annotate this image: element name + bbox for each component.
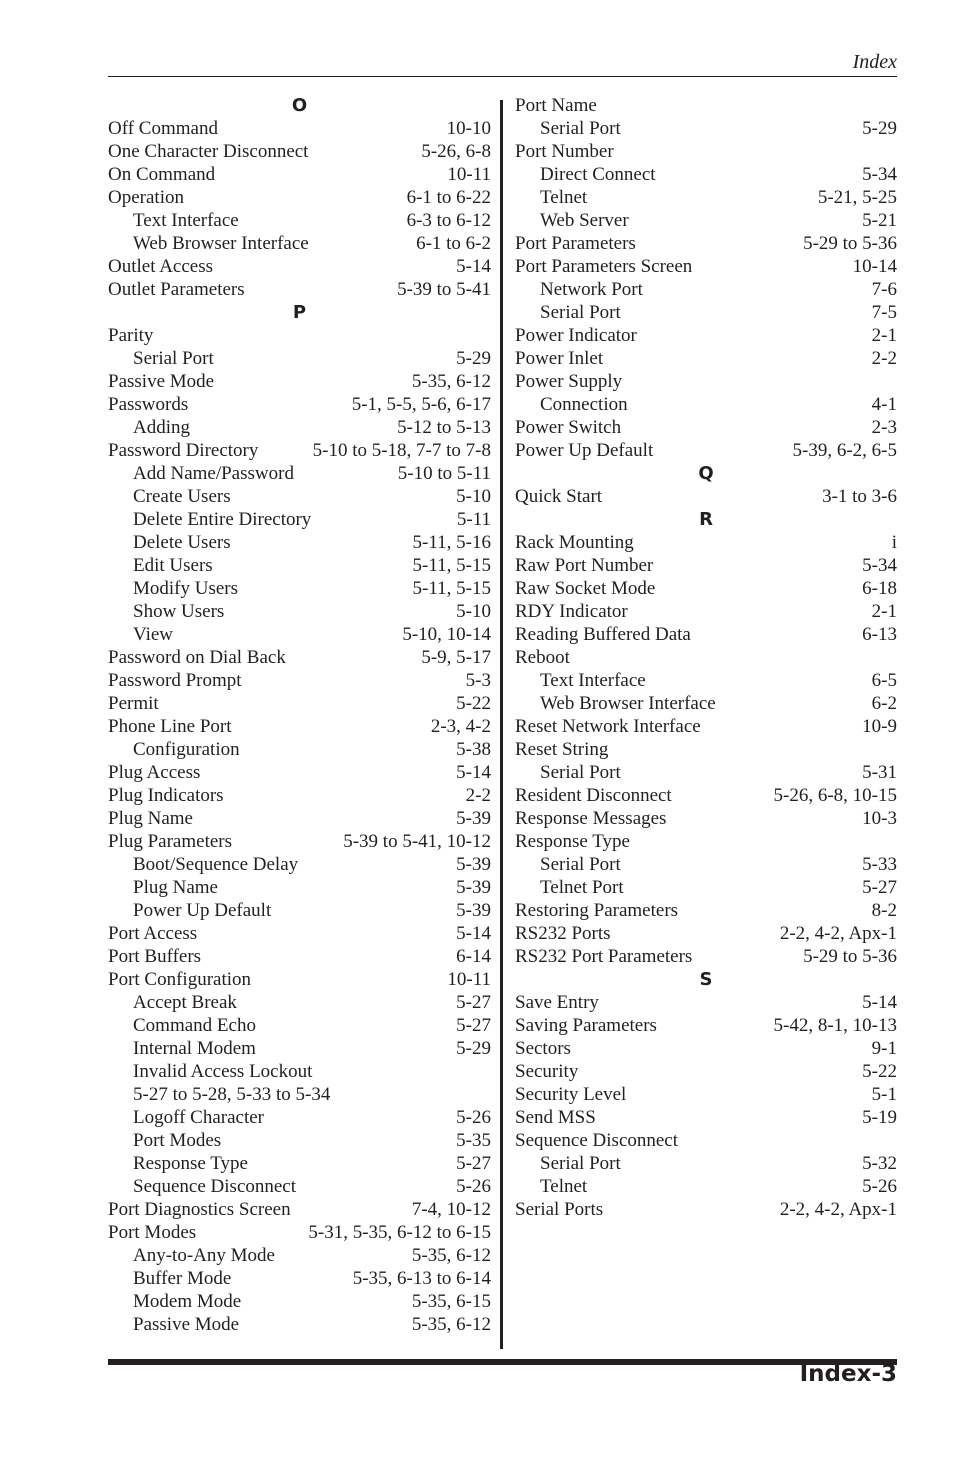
index-subentry <box>108 508 491 531</box>
entry-term: Sectors <box>515 1038 571 1059</box>
index-subentry <box>108 1129 491 1152</box>
entry-pages: 5-26 <box>456 1176 491 1197</box>
entry-term: Passive Mode <box>108 371 215 392</box>
entry-term: Security <box>515 1061 579 1082</box>
entry-term: Logoff Character <box>133 1107 265 1128</box>
entry-term: Telnet <box>540 1176 588 1197</box>
index-subentry <box>108 531 491 554</box>
index-entry <box>108 1198 491 1221</box>
entry-pages: 5-11 <box>456 509 491 530</box>
entry-pages: 5-21 <box>862 210 897 231</box>
entry-term: Accept Break <box>133 992 237 1013</box>
index-subentry <box>108 1014 491 1037</box>
entry-pages: 5-39, 6-2, 6-5 <box>792 440 897 461</box>
entry-term: Reboot <box>515 647 570 668</box>
entry-term: Reading Buffered Data <box>515 624 691 645</box>
index-subentry <box>108 1175 491 1198</box>
index-entry <box>108 324 491 347</box>
section-letter: R <box>699 509 713 530</box>
index-subentry <box>108 1037 491 1060</box>
index-subentry <box>515 1152 897 1175</box>
entry-term: Plug Parameters <box>108 831 233 852</box>
index-entry <box>108 968 491 991</box>
entry-pages: 10-10 <box>446 118 491 139</box>
entry-term: Resident Disconnect <box>515 785 672 806</box>
entry-term: Add Name/Password <box>133 463 294 484</box>
index-entry <box>108 255 491 278</box>
index-subentry <box>108 899 491 922</box>
entry-term: Raw Port Number <box>515 555 654 576</box>
entry-term: Power Indicator <box>515 325 637 346</box>
entry-term: Response Type <box>133 1153 248 1174</box>
index-entry <box>515 899 897 922</box>
index-entry <box>515 577 897 600</box>
entry-term: Web Server <box>540 210 629 231</box>
entry-pages: 10-11 <box>447 969 491 990</box>
index-entry <box>108 393 491 416</box>
entry-term: Reset Network Interface <box>515 716 701 737</box>
entry-pages: 6-5 <box>871 670 897 691</box>
index-entry <box>515 370 897 393</box>
entry-term: Port Name <box>515 95 597 116</box>
index-entry <box>515 991 897 1014</box>
index-subentry <box>108 232 491 255</box>
entry-pages: 7-4, 10-12 <box>411 1199 491 1220</box>
index-entry <box>108 646 491 669</box>
index-entry <box>108 439 491 462</box>
index-subentry <box>515 209 897 232</box>
index-subentry <box>515 278 897 301</box>
index-entry <box>515 646 897 669</box>
index-subentry <box>108 416 491 439</box>
entry-pages: 3-1 to 3-6 <box>822 486 897 507</box>
entry-term: View <box>133 624 174 645</box>
entry-pages: 5-38 <box>456 739 491 760</box>
section-letter: P <box>292 302 307 323</box>
index-subentry <box>515 692 897 715</box>
entry-term: RS232 Ports <box>515 923 611 944</box>
index-entry <box>108 140 491 163</box>
index-entry <box>515 1037 897 1060</box>
entry-pages: 6-13 <box>862 624 897 645</box>
entry-term: Boot/Sequence Delay <box>133 854 299 875</box>
index-subentry <box>108 876 491 899</box>
entry-pages: 5-42, 8-1, 10-13 <box>773 1015 897 1036</box>
entry-pages: 5-35, 6-13 to 6-14 <box>352 1268 491 1289</box>
index-entry <box>515 94 897 117</box>
entry-term: Configuration <box>133 739 240 760</box>
entry-pages: 5-9, 5-17 <box>421 647 491 668</box>
entry-pages: 5-10, 10-14 <box>402 624 491 645</box>
index-entry <box>108 807 491 830</box>
section-letter: S <box>699 969 713 990</box>
page-header-title: Index <box>852 51 897 73</box>
index-entry <box>515 600 897 623</box>
entry-term: Port Buffers <box>108 946 202 967</box>
entry-pages: 5-26 <box>862 1176 897 1197</box>
footer-rule <box>108 1359 897 1365</box>
index-subentry <box>108 347 491 370</box>
entry-pages: 5-10 <box>456 601 491 622</box>
index-entry <box>515 1014 897 1037</box>
index-entry <box>108 669 491 692</box>
index-entry <box>515 416 897 439</box>
entry-pages: 5-26 <box>456 1107 491 1128</box>
entry-pages: 7-6 <box>871 279 897 300</box>
entry-pages: 5-22 <box>862 1061 897 1082</box>
index-entry <box>515 830 897 853</box>
entry-pages: 10-14 <box>852 256 897 277</box>
index-subentry <box>108 991 491 1014</box>
index-entry <box>515 1198 897 1221</box>
index-entry <box>515 140 897 163</box>
index-entry <box>515 715 897 738</box>
index-subentry <box>108 853 491 876</box>
index-subentry <box>515 876 897 899</box>
entry-pages: 4-1 <box>871 394 897 415</box>
entry-term: Invalid Access Lockout <box>133 1061 313 1082</box>
entry-term: Command Echo <box>133 1015 256 1036</box>
entry-term: RS232 Port Parameters <box>515 946 693 967</box>
index-subentry <box>108 1152 491 1175</box>
entry-term: Port Modes <box>108 1222 197 1243</box>
entry-term: Power Up Default <box>515 440 654 461</box>
entry-pages: 10-11 <box>447 164 491 185</box>
entry-term: Internal Modem <box>133 1038 256 1059</box>
entry-term: Text Interface <box>133 210 239 231</box>
index-entry <box>515 255 897 278</box>
index-entry <box>515 945 897 968</box>
entry-term: Outlet Access <box>108 256 214 277</box>
index-entry <box>515 439 897 462</box>
entry-term: Serial Port <box>540 302 621 323</box>
entry-pages: 10-3 <box>862 808 897 829</box>
index-entry <box>515 1083 897 1106</box>
entry-pages: 5-1, 5-5, 5-6, 6-17 <box>351 394 491 415</box>
index-entry <box>515 554 897 577</box>
entry-term: Show Users <box>133 601 225 622</box>
entry-term: Off Command <box>108 118 218 139</box>
index-entry <box>108 945 491 968</box>
index-subentry <box>108 623 491 646</box>
index-entry <box>515 922 897 945</box>
index-entry <box>515 784 897 807</box>
entry-term: Passive Mode <box>133 1314 240 1335</box>
entry-pages: 2-3 <box>871 417 897 438</box>
entry-pages: 5-32 <box>862 1153 897 1174</box>
index-entry <box>108 186 491 209</box>
entry-term: Response Type <box>515 831 630 852</box>
entry-term: Serial Port <box>540 1153 621 1174</box>
entry-term: Create Users <box>133 486 231 507</box>
entry-pages: 5-11, 5-16 <box>412 532 491 553</box>
entry-pages: 2-2 <box>871 348 897 369</box>
entry-term: Port Access <box>108 923 198 944</box>
entry-term: Port Diagnostics Screen <box>108 1199 291 1220</box>
index-subentry <box>515 301 897 324</box>
entry-pages: 5-26, 6-8, 10-15 <box>773 785 897 806</box>
entry-pages: 5-14 <box>456 256 491 277</box>
entry-term: Plug Indicators <box>108 785 224 806</box>
entry-term: 5-27 to 5-28, 5-33 to 5-34 <box>133 1084 331 1105</box>
entry-term: Sequence Disconnect <box>515 1130 679 1151</box>
entry-term: Web Browser Interface <box>540 693 716 714</box>
entry-pages: 5-1 <box>871 1084 897 1105</box>
entry-pages: 2-1 <box>871 601 897 622</box>
index-subentry <box>108 485 491 508</box>
index-entry <box>108 278 491 301</box>
entry-term: Rack Mounting <box>515 532 634 553</box>
entry-pages: 6-1 to 6-2 <box>416 233 491 254</box>
entry-pages: 5-29 to 5-36 <box>803 946 897 967</box>
index-entry <box>515 531 897 554</box>
index-subentry <box>108 600 491 623</box>
entry-term: Sequence Disconnect <box>133 1176 297 1197</box>
index-entry <box>515 738 897 761</box>
entry-pages: 5-14 <box>862 992 897 1013</box>
entry-pages: 6-3 to 6-12 <box>406 210 491 231</box>
entry-term: Plug Name <box>133 877 218 898</box>
entry-term: On Command <box>108 164 216 185</box>
entry-term: Reset String <box>515 739 609 760</box>
entry-term: Quick Start <box>515 486 603 507</box>
index-subentry <box>515 669 897 692</box>
index-subentry <box>515 1175 897 1198</box>
entry-term: Adding <box>133 417 190 438</box>
page-number: Index-3 <box>799 1361 897 1387</box>
entry-pages: 5-31 <box>862 762 897 783</box>
entry-term: Security Level <box>515 1084 627 1105</box>
entry-pages: 5-39 to 5-41 <box>397 279 491 300</box>
entry-term: Port Modes <box>133 1130 222 1151</box>
entry-term: Modify Users <box>133 578 239 599</box>
entry-term: Edit Users <box>133 555 213 576</box>
entry-pages: 6-14 <box>456 946 491 967</box>
entry-term: Port Parameters <box>515 233 636 254</box>
entry-term: Network Port <box>540 279 643 300</box>
index-subentry <box>108 1244 491 1267</box>
index-subentry <box>108 1106 491 1129</box>
entry-term: Raw Socket Mode <box>515 578 656 599</box>
index-entry <box>515 347 897 370</box>
entry-pages: 5-39 <box>456 854 491 875</box>
entry-pages: 5-11, 5-15 <box>412 578 491 599</box>
index-entry <box>515 1060 897 1083</box>
index-subentry <box>108 577 491 600</box>
entry-term: Buffer Mode <box>133 1268 232 1289</box>
index-entry <box>515 324 897 347</box>
index-entry <box>108 692 491 715</box>
entry-term: Delete Entire Directory <box>133 509 312 530</box>
index-subentry <box>515 186 897 209</box>
entry-term: Response Messages <box>515 808 667 829</box>
index-subentry <box>515 393 897 416</box>
index-entry <box>515 1129 897 1152</box>
entry-pages: 5-35, 6-12 <box>411 1245 491 1266</box>
entry-term: Password Prompt <box>108 670 242 691</box>
entry-term: Connection <box>540 394 628 415</box>
entry-term: Phone Line Port <box>108 716 232 737</box>
section-letter: O <box>291 95 308 116</box>
index-subentry <box>515 761 897 784</box>
entry-term: Parity <box>108 325 154 346</box>
entry-pages: 5-39 <box>456 877 491 898</box>
index-entry <box>108 922 491 945</box>
section-letter: Q <box>698 463 714 484</box>
entry-term: Web Browser Interface <box>133 233 309 254</box>
index-subentry <box>108 1083 491 1106</box>
entry-pages: 8-2 <box>871 900 897 921</box>
index-entry <box>108 761 491 784</box>
index-column-right <box>515 94 897 1221</box>
entry-term: Outlet Parameters <box>108 279 245 300</box>
entry-pages: 5-11, 5-15 <box>412 555 491 576</box>
index-entry <box>108 117 491 140</box>
entry-term: Permit <box>108 693 159 714</box>
index-entry <box>108 784 491 807</box>
index-entry <box>108 1221 491 1244</box>
entry-term: Modem Mode <box>133 1291 242 1312</box>
index-column-left <box>108 94 491 1336</box>
entry-pages: 6-2 <box>871 693 897 714</box>
entry-pages: 5-10 <box>456 486 491 507</box>
entry-term: Power Supply <box>515 371 623 392</box>
header-rule <box>108 76 897 77</box>
entry-term: Serial Ports <box>515 1199 604 1220</box>
index-subentry <box>515 117 897 140</box>
entry-term: Direct Connect <box>540 164 656 185</box>
entry-term: Operation <box>108 187 184 208</box>
entry-pages: 2-3, 4-2 <box>430 716 491 737</box>
entry-term: Restoring Parameters <box>515 900 679 921</box>
entry-pages: 5-35, 6-12 <box>411 371 491 392</box>
index-subentry <box>108 462 491 485</box>
entry-term: Telnet <box>540 187 588 208</box>
entry-pages: 5-3 <box>465 670 491 691</box>
entry-pages: 2-2, 4-2, Apx-1 <box>779 1199 897 1220</box>
index-entry <box>515 623 897 646</box>
entry-term: RDY Indicator <box>515 601 628 622</box>
entry-pages: 6-1 to 6-22 <box>406 187 491 208</box>
entry-pages: 5-39 <box>456 808 491 829</box>
entry-pages: 5-27 <box>456 1153 491 1174</box>
index-subentry <box>108 1290 491 1313</box>
entry-term: Plug Name <box>108 808 193 829</box>
entry-pages: 5-22 <box>456 693 491 714</box>
entry-term: Port Number <box>515 141 614 162</box>
index-entry <box>515 232 897 255</box>
index-entry <box>515 485 897 508</box>
index-subentry <box>108 1313 491 1336</box>
entry-pages: 5-33 <box>862 854 897 875</box>
entry-pages: i <box>891 532 897 553</box>
index-entry <box>108 715 491 738</box>
column-divider <box>500 100 503 1349</box>
entry-pages: 5-34 <box>862 555 897 576</box>
entry-pages: 9-1 <box>871 1038 897 1059</box>
entry-pages: 5-34 <box>862 164 897 185</box>
entry-pages: 5-35, 6-15 <box>411 1291 491 1312</box>
index-subentry <box>515 853 897 876</box>
entry-term: Delete Users <box>133 532 231 553</box>
entry-term: Passwords <box>108 394 189 415</box>
entry-term: Power Inlet <box>515 348 604 369</box>
entry-pages: 5-26, 6-8 <box>421 141 491 162</box>
entry-pages: 5-39 to 5-41, 10-12 <box>343 831 491 852</box>
entry-term: Serial Port <box>133 348 214 369</box>
entry-pages: 2-2, 4-2, Apx-1 <box>779 923 897 944</box>
entry-pages: 5-19 <box>862 1107 897 1128</box>
entry-pages: 5-27 <box>456 992 491 1013</box>
entry-term: Send MSS <box>515 1107 596 1128</box>
entry-term: Port Parameters Screen <box>515 256 693 277</box>
entry-pages: 5-29 to 5-36 <box>803 233 897 254</box>
entry-pages: 5-12 to 5-13 <box>397 417 491 438</box>
entry-term: Saving Parameters <box>515 1015 657 1036</box>
index-subentry <box>108 209 491 232</box>
index-subentry <box>108 738 491 761</box>
entry-pages: 5-27 <box>862 877 897 898</box>
entry-term: Serial Port <box>540 762 621 783</box>
entry-pages: 5-14 <box>456 923 491 944</box>
entry-pages: 5-14 <box>456 762 491 783</box>
entry-term: Telnet Port <box>540 877 624 898</box>
entry-pages: 7-5 <box>871 302 897 323</box>
entry-term: One Character Disconnect <box>108 141 309 162</box>
index-entry <box>515 1106 897 1129</box>
entry-pages: 5-29 <box>862 118 897 139</box>
entry-term: Power Switch <box>515 417 622 438</box>
index-entry <box>108 830 491 853</box>
entry-pages: 5-31, 5-35, 6-12 to 6-15 <box>308 1222 491 1243</box>
index-entry <box>108 370 491 393</box>
entry-term: Password Directory <box>108 440 259 461</box>
entry-term: Plug Access <box>108 762 201 783</box>
entry-term: Serial Port <box>540 118 621 139</box>
entry-term: Any-to-Any Mode <box>133 1245 275 1266</box>
index-subentry <box>108 1267 491 1290</box>
entry-term: Password on Dial Back <box>108 647 286 668</box>
index-subentry <box>108 554 491 577</box>
entry-pages: 5-39 <box>456 900 491 921</box>
entry-pages: 5-21, 5-25 <box>817 187 897 208</box>
entry-pages: 5-27 <box>456 1015 491 1036</box>
entry-term: Power Up Default <box>133 900 272 921</box>
index-subentry <box>515 163 897 186</box>
entry-pages: 5-10 to 5-11 <box>397 463 491 484</box>
entry-pages: 10-9 <box>862 716 897 737</box>
index-entry <box>108 163 491 186</box>
entry-pages: 5-35 <box>456 1130 491 1151</box>
index-subentry <box>108 1060 491 1083</box>
entry-term: Save Entry <box>515 992 599 1013</box>
entry-pages: 2-1 <box>871 325 897 346</box>
entry-term: Port Configuration <box>108 969 252 990</box>
index-entry <box>515 807 897 830</box>
entry-pages: 2-2 <box>465 785 491 806</box>
entry-pages: 5-10 to 5-18, 7-7 to 7-8 <box>312 440 491 461</box>
entry-pages: 5-29 <box>456 1038 491 1059</box>
entry-term: Serial Port <box>540 854 621 875</box>
entry-term: Text Interface <box>540 670 646 691</box>
entry-pages: 5-35, 6-12 <box>411 1314 491 1335</box>
entry-pages: 6-18 <box>862 578 897 599</box>
entry-pages: 5-29 <box>456 348 491 369</box>
